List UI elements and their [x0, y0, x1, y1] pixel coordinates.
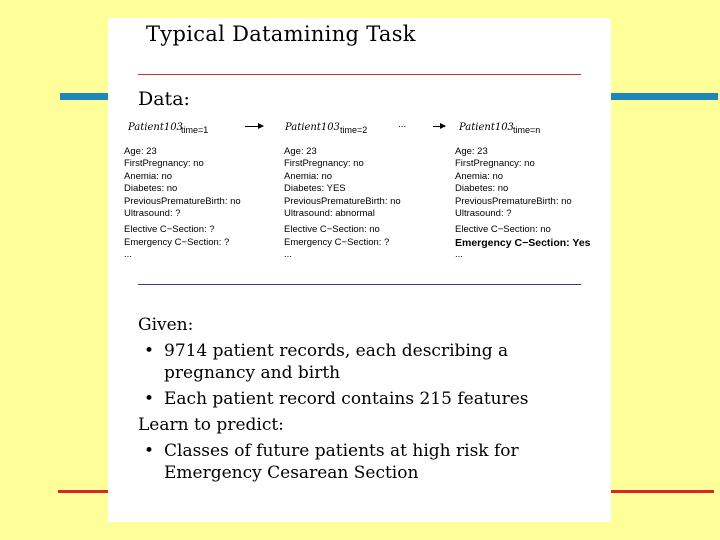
given-heading: Given: — [138, 315, 194, 335]
title-divider — [138, 74, 581, 75]
bullet-icon: • — [144, 341, 155, 361]
record-field: FirstPregnancy: no — [284, 158, 364, 170]
record-field: Ultrasound: ? — [124, 208, 181, 220]
record-field: PreviousPrematureBirth: no — [284, 195, 401, 207]
record-field-target: Emergency C−Section: Yes — [455, 236, 591, 249]
record-field: Age: 23 — [124, 146, 157, 157]
record-field: Age: 23 — [455, 146, 488, 157]
red-accent-bar-right — [608, 490, 714, 493]
data-heading: Data: — [138, 88, 190, 110]
record-field: Anemia: no — [284, 170, 333, 182]
record-more: ... — [455, 249, 463, 261]
section-divider — [138, 284, 581, 285]
patient-label-1: Patient103 — [128, 122, 183, 133]
blue-accent-bar-right — [608, 93, 718, 100]
given-item-text: 9714 patient records, each describing a pregnancy and birth — [164, 341, 509, 383]
record-field: Ultrasound: abnormal — [284, 208, 375, 220]
record-field: Elective C−Section: no — [284, 224, 380, 236]
record-field: Anemia: no — [455, 170, 504, 182]
record-field: PreviousPrematureBirth: no — [124, 195, 241, 207]
given-item — [138, 388, 598, 410]
record-field: Emergency C−Section: ? — [124, 236, 230, 248]
learn-item — [138, 440, 598, 484]
record-field: FirstPregnancy: no — [124, 158, 204, 170]
record-more: ... — [284, 249, 292, 261]
task-description — [138, 314, 598, 488]
patient-record-3 — [455, 146, 625, 262]
record-field: Ultrasound: ? — [455, 208, 512, 220]
record-field: Diabetes: no — [124, 183, 178, 195]
learn-item-text: Classes of future patients at high risk for Emergency Cesarean Section — [164, 441, 519, 483]
record-field: Elective C−Section: no — [455, 224, 551, 236]
bullet-icon: • — [144, 441, 155, 461]
timeline-ellipsis: ... — [398, 119, 407, 130]
record-field: Diabetes: YES — [284, 183, 346, 195]
record-field: Anemia: no — [124, 170, 173, 182]
patient-record-1 — [124, 146, 294, 262]
timeline-arrow-1 — [245, 126, 263, 127]
record-field: Elective C−Section: ? — [124, 224, 215, 236]
patient-record-2 — [284, 146, 454, 262]
slide-title: Typical Datamining Task — [146, 22, 416, 46]
patient-label-2: Patient103 — [285, 122, 340, 133]
record-field: Age: 23 — [284, 146, 317, 157]
record-more: ... — [124, 249, 132, 261]
slide-panel — [108, 18, 611, 522]
bullet-icon: • — [144, 389, 155, 409]
time-label-3: time=n — [513, 125, 541, 135]
time-label-1: time=1 — [181, 125, 209, 135]
given-item-text: Each patient record contains 215 features — [164, 389, 529, 409]
time-label-2: time=2 — [340, 125, 368, 135]
timeline-arrow-2 — [433, 126, 445, 127]
given-item — [138, 340, 598, 384]
record-field: FirstPregnancy: no — [455, 158, 535, 170]
learn-heading: Learn to predict: — [138, 415, 284, 435]
patient-label-3: Patient103 — [459, 122, 514, 133]
record-field: Emergency C−Section: ? — [284, 236, 390, 248]
record-field: PreviousPrematureBirth: no — [455, 195, 572, 207]
record-field: Diabetes: no — [455, 183, 509, 195]
